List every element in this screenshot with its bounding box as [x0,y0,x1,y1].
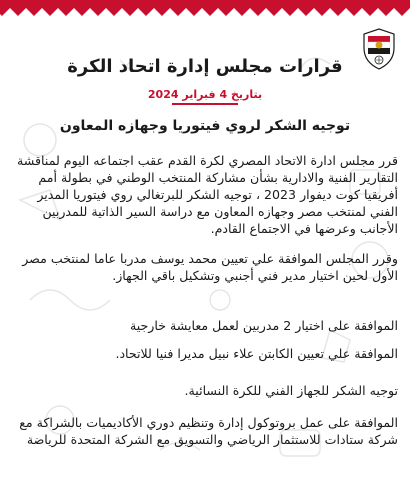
article-date: بتاريخ 4 فبراير 2024 [147,88,263,101]
paragraph-1: قرر مجلس ادارة الاتحاد المصري لكرة القدم عقب اجتماعه اليوم لمناقشة التقارير الفنية والادارية بشأن مشاركة المنتخب الوطني في بطولة أمم أفريقيا كوت ديفوار 2023 ، توجيه الشكر للبرتغالي روي فيتوريا المدير الفني لمنتخب مصر وجهازه المعاون مع دراسة السير الذاتية للمدربين الأجانب وعرضها في الاجتماع القادم. [17,153,398,236]
efa-logo-icon [362,28,396,70]
paragraph-5: توجيه الشكر للجهاز الفني للكرة النسائية. [184,383,398,398]
paragraph-6: الموافقة على عمل بروتوكول إدارة وتنظيم دوري الأكاديميات بالشراكة مع شركة ستادات للاستثمار الرياضي والتسويق مع الشركة المتحدة للرياضة [19,415,398,447]
date-underline [172,103,238,105]
paragraph-2: وقرر المجلس الموافقة علي تعيين محمد يوسف مدربا عاما لمنتخب مصر الأول لحين اختيار مدير فني أجنبي وتشكيل باقي الجهاز. [22,251,398,283]
page-title: قرارات مجلس إدارة اتحاد الكرة [67,56,343,77]
section-heading: توجيه الشكر لروي فيتوريا وجهازه المعاون [59,118,351,134]
top-zigzag-border [0,0,410,18]
paragraph-4: الموافقة علي تعيين الكابتن علاء نبيل مديرا فنيا للاتحاد. [115,346,398,361]
paragraph-3: الموافقة على اختيار 2 مدربين لعمل معايشة خارجية [129,318,398,333]
